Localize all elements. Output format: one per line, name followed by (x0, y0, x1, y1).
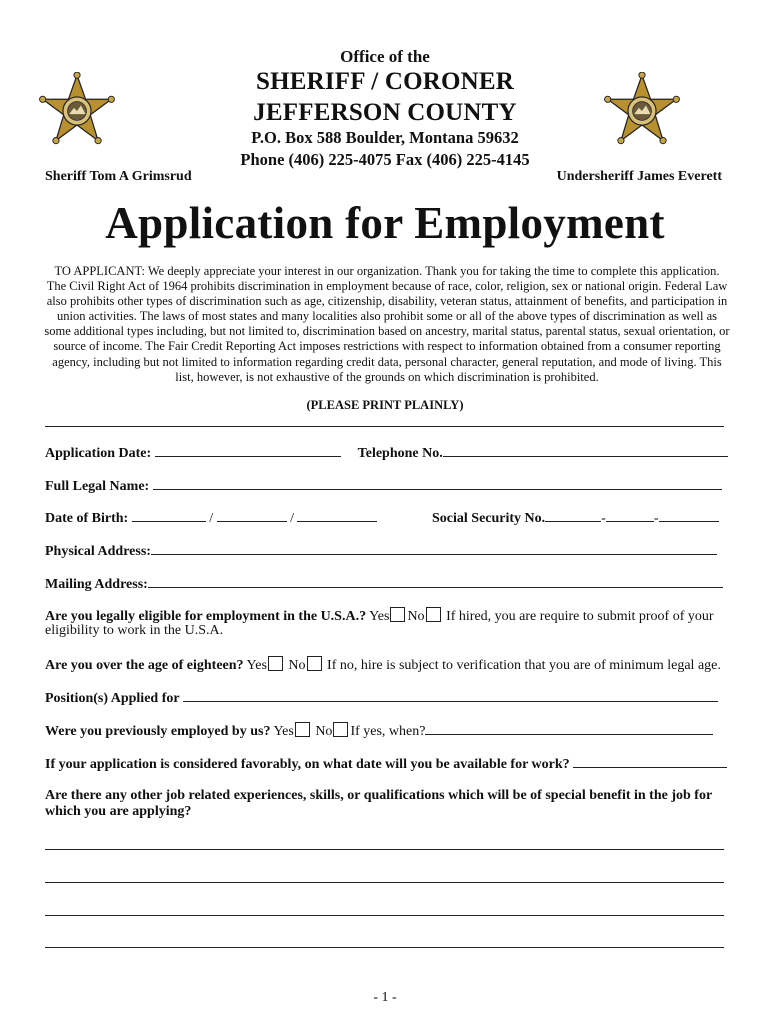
mailing-address-row (45, 575, 723, 593)
eligibility-yes-label: Yes (369, 609, 390, 624)
sheriff-name: Sheriff Tom A Grimsrud (45, 169, 192, 184)
age-note: If no, hire is subject to verification that you are of minimum legal age. (327, 658, 721, 673)
county-title: JEFFERSON COUNTY (253, 99, 517, 126)
availability-field[interactable] (573, 755, 727, 768)
ssn-part2-field[interactable] (606, 509, 654, 522)
experience-question: Are there any other job related experiences, skills, or qualifications which will be of special benefit in the job for (45, 788, 713, 803)
dob-separator: / (209, 511, 214, 526)
mailing-address-label: Mailing Address: (45, 577, 148, 592)
eligibility-note: If hired, you are require to submit proof of your (446, 609, 714, 624)
dob-row (45, 509, 377, 527)
application-date-row (45, 444, 728, 462)
age-row (45, 656, 721, 674)
age-no-label: No (288, 658, 306, 673)
phone-fax-header: Phone (406) 225-4075 Fax (406) 225-4145 (240, 150, 530, 169)
previous-no-checkbox[interactable] (333, 722, 348, 737)
position-label: Position(s) Applied for (45, 691, 180, 706)
agency-title: SHERIFF / CORONER (255, 68, 515, 95)
full-legal-name-row (45, 477, 722, 495)
eligibility-note-cont: eligibility to work in the U.S.A. (45, 623, 224, 638)
experience-answer-line[interactable] (45, 882, 724, 883)
mailing-address-header: P.O. Box 588 Boulder, Montana 59632 (251, 128, 519, 147)
ssn-separator: - (653, 511, 659, 526)
previous-no-label: No (315, 724, 333, 739)
dob-separator: / (290, 511, 294, 526)
previous-yes-label: Yes (273, 724, 294, 739)
ssn-part3-field[interactable] (659, 509, 719, 522)
position-field[interactable] (183, 689, 718, 702)
application-date-field[interactable] (155, 444, 341, 457)
age-yes-checkbox[interactable] (268, 656, 283, 671)
undersheriff-name: Undersheriff James Everett (556, 169, 722, 184)
age-yes-label: Yes (246, 658, 267, 673)
ssn-part1-field[interactable] (545, 509, 601, 522)
office-of-label: Office of the (340, 47, 430, 66)
age-question: Are you over the age of eighteen? (45, 658, 244, 673)
position-row (45, 689, 718, 707)
eligibility-yes-checkbox[interactable] (390, 607, 405, 622)
section-divider (45, 426, 724, 427)
mailing-address-field[interactable] (148, 575, 723, 588)
print-plainly-note: (PLEASE PRINT PLAINLY) (306, 398, 464, 412)
full-legal-name-field[interactable] (153, 477, 722, 490)
availability-row (45, 755, 727, 773)
telephone-label: Telephone No. (357, 446, 443, 461)
page-number: - 1 - (373, 990, 397, 1005)
experience-answer-line[interactable] (45, 947, 724, 948)
physical-address-label: Physical Address: (45, 544, 151, 559)
dob-day-field[interactable] (217, 509, 287, 522)
telephone-field[interactable] (443, 444, 728, 457)
applicant-notice: TO APPLICANT: We deeply appreciate your interest in our organization. Thank you for taking the time to complete this application. The Civil Right Act of 1964 prohibits discrimination in employment because of race, color, religion, sex or national origin. Federal Law also prohibits other types of discrimination such as age, citizenship, disability, veteran status, attainment of benefits, and participation in union activities. The laws of most states and many localities also prohibit some or all of the above types of discrimination as well as some additional types including, but not limited to, discrimination based on ancestry, marital status, parental status, sexual orientation, or source of income. The Fair Credit Reporting Act imposes restrictions with respect to information obtained from a consumer reporting agency, including but not limited to information regarding credit data, personal character, general reputation, and mode of living. This list, however, is not exhaustive of the grounds on which discrimination is prohibited. (44, 264, 730, 384)
ssn-row (432, 509, 719, 527)
full-legal-name-label: Full Legal Name: (45, 479, 150, 494)
previous-when-field[interactable] (425, 722, 713, 735)
experience-answer-line[interactable] (45, 849, 724, 850)
previous-when-label: If yes, when? (350, 724, 426, 739)
physical-address-field[interactable] (151, 542, 717, 555)
ssn-separator: - (601, 511, 606, 526)
form-title: Application for Employment (105, 198, 665, 248)
previous-yes-checkbox[interactable] (295, 722, 310, 737)
experience-answer-line[interactable] (45, 915, 724, 916)
dob-month-field[interactable] (132, 509, 206, 522)
eligibility-question: Are you legally eligible for employment in the U.S.A.? (45, 609, 367, 624)
ssn-label: Social Security No. (432, 511, 546, 526)
previous-employment-row (45, 722, 713, 740)
eligibility-no-checkbox[interactable] (426, 607, 441, 622)
physical-address-row (45, 542, 717, 560)
dob-label: Date of Birth: (45, 511, 129, 526)
eligibility-no-label: No (407, 609, 425, 624)
age-no-checkbox[interactable] (307, 656, 322, 671)
sheriff-star-badge-icon (38, 72, 116, 150)
sheriff-star-badge-icon (603, 72, 681, 150)
dob-year-field[interactable] (297, 509, 377, 522)
availability-question: If your application is considered favorably, on what date will you be available for work? (45, 757, 570, 772)
experience-question-cont: which you are applying? (45, 804, 192, 819)
application-date-label: Application Date: (45, 446, 152, 461)
previous-employment-question: Were you previously employed by us? (45, 724, 271, 739)
